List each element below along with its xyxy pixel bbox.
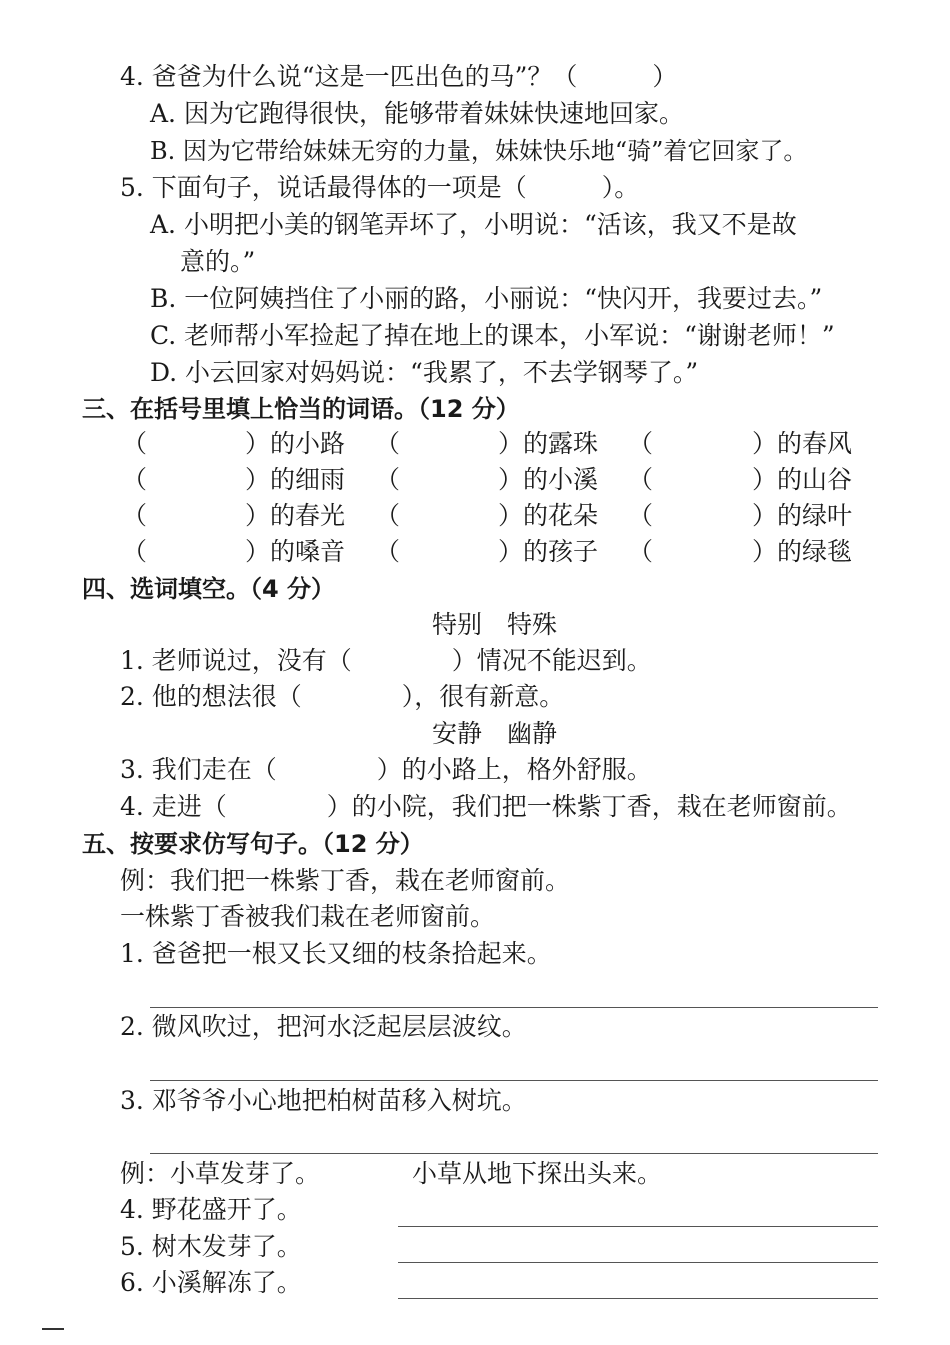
blank-open-paren: （ <box>122 429 148 458</box>
question-5-option-c: C. 老师帮小军捡起了掉在地上的课本，小军说：“谢谢老师！” <box>150 321 835 350</box>
phrase-blank: ）的小溪 <box>498 465 599 494</box>
phrase-blank: ）的花朵 <box>498 501 599 530</box>
blank-open-paren: （ <box>122 537 148 566</box>
section-5-question-1: 1. 爸爸把一根又长又细的枝条拾起来。 <box>120 939 552 968</box>
answer-line-3[interactable] <box>150 1153 878 1154</box>
section-5-question-5: 5. 树木发芽了。 <box>120 1232 302 1261</box>
question-4-option-a: A. 因为它跑得很快，能够带着妹妹快速地回家。 <box>150 99 684 128</box>
blank-open-paren: （ <box>122 501 148 530</box>
phrase-blank: ）的山谷 <box>752 465 853 494</box>
answer-line-2[interactable] <box>150 1080 878 1081</box>
section-4-question-4: 4. 走进（ ）的小院，我们把一株紫丁香，栽在老师窗前。 <box>120 792 852 821</box>
phrase-blank: ）的小路 <box>245 429 346 458</box>
question-5-option-a-line1: A. 小明把小美的钢笔弄坏了，小明说：“活该，我又不是故 <box>150 210 797 239</box>
blank-open-paren: （ <box>628 537 654 566</box>
blank-open-paren: （ <box>375 501 401 530</box>
section-5-question-3: 3. 邓爷爷小心地把柏树苗移入树坑。 <box>120 1086 527 1115</box>
blank-open-paren: （ <box>628 465 654 494</box>
section-5-question-2: 2. 微风吹过，把河水泛起层层波纹。 <box>120 1012 527 1041</box>
answer-line-6[interactable] <box>398 1298 878 1299</box>
section-3-title: 三、在括号里填上恰当的词语。（12 分） <box>82 395 520 423</box>
word-pair-1: 特别 特殊 <box>432 610 558 639</box>
section-4-question-1: 1. 老师说过，没有（ ）情况不能迟到。 <box>120 646 652 675</box>
phrase-blank: ）的孩子 <box>498 537 599 566</box>
phrase-blank: ）的细雨 <box>245 465 346 494</box>
word-pair-2: 安静 幽静 <box>432 719 558 748</box>
question-5-option-a-line2: 意的。” <box>180 247 256 276</box>
question-4-stem: 4. 爸爸为什么说“这是一匹出色的马”？（ ） <box>120 62 678 91</box>
blank-open-paren: （ <box>375 429 401 458</box>
section-4-title: 四、选词填空。（4 分） <box>82 575 336 603</box>
section-5-question-4: 4. 野花盛开了。 <box>120 1195 302 1224</box>
question-5-stem: 5. 下面句子，说话最得体的一项是（ ）。 <box>120 173 640 202</box>
question-5-option-d: D. 小云回家对妈妈说：“我累了，不去学钢琴了。” <box>150 358 699 387</box>
section-4-question-2: 2. 他的想法很（ ），很有新意。 <box>120 682 565 711</box>
phrase-blank: ）的春风 <box>752 429 853 458</box>
blank-open-paren: （ <box>122 465 148 494</box>
blank-open-paren: （ <box>375 537 401 566</box>
blank-open-paren: （ <box>628 429 654 458</box>
answer-line-5[interactable] <box>398 1262 878 1263</box>
section-5-question-6: 6. 小溪解冻了。 <box>120 1268 302 1297</box>
phrase-blank: ）的春光 <box>245 501 346 530</box>
example-2-answer: 小草从地下探出头来。 <box>412 1159 663 1188</box>
phrase-blank: ）的露珠 <box>498 429 599 458</box>
phrase-blank: ）的绿叶 <box>752 501 853 530</box>
answer-line-1[interactable] <box>150 1007 878 1008</box>
section-5-title: 五、按要求仿写句子。（12 分） <box>82 830 424 858</box>
question-5-option-b: B. 一位阿姨挡住了小丽的路，小丽说：“快闪开，我要过去。” <box>150 284 823 313</box>
question-4-option-b: B. 因为它带给妹妹无穷的力量，妹妹快乐地“骑”着它回家了。 <box>150 137 808 165</box>
example-1: 例：我们把一株紫丁香，栽在老师窗前。 <box>120 866 571 895</box>
section-4-question-3: 3. 我们走在（ ）的小路上，格外舒服。 <box>120 755 652 784</box>
answer-line-4[interactable] <box>398 1226 878 1227</box>
blank-open-paren: （ <box>628 501 654 530</box>
page-corner-mark <box>42 1328 64 1330</box>
example-2: 例：小草发芽了。 <box>120 1159 321 1188</box>
phrase-blank: ）的绿毯 <box>752 537 853 566</box>
blank-open-paren: （ <box>375 465 401 494</box>
example-1-answer: 一株紫丁香被我们栽在老师窗前。 <box>120 902 496 931</box>
phrase-blank: ）的嗓音 <box>245 537 346 566</box>
